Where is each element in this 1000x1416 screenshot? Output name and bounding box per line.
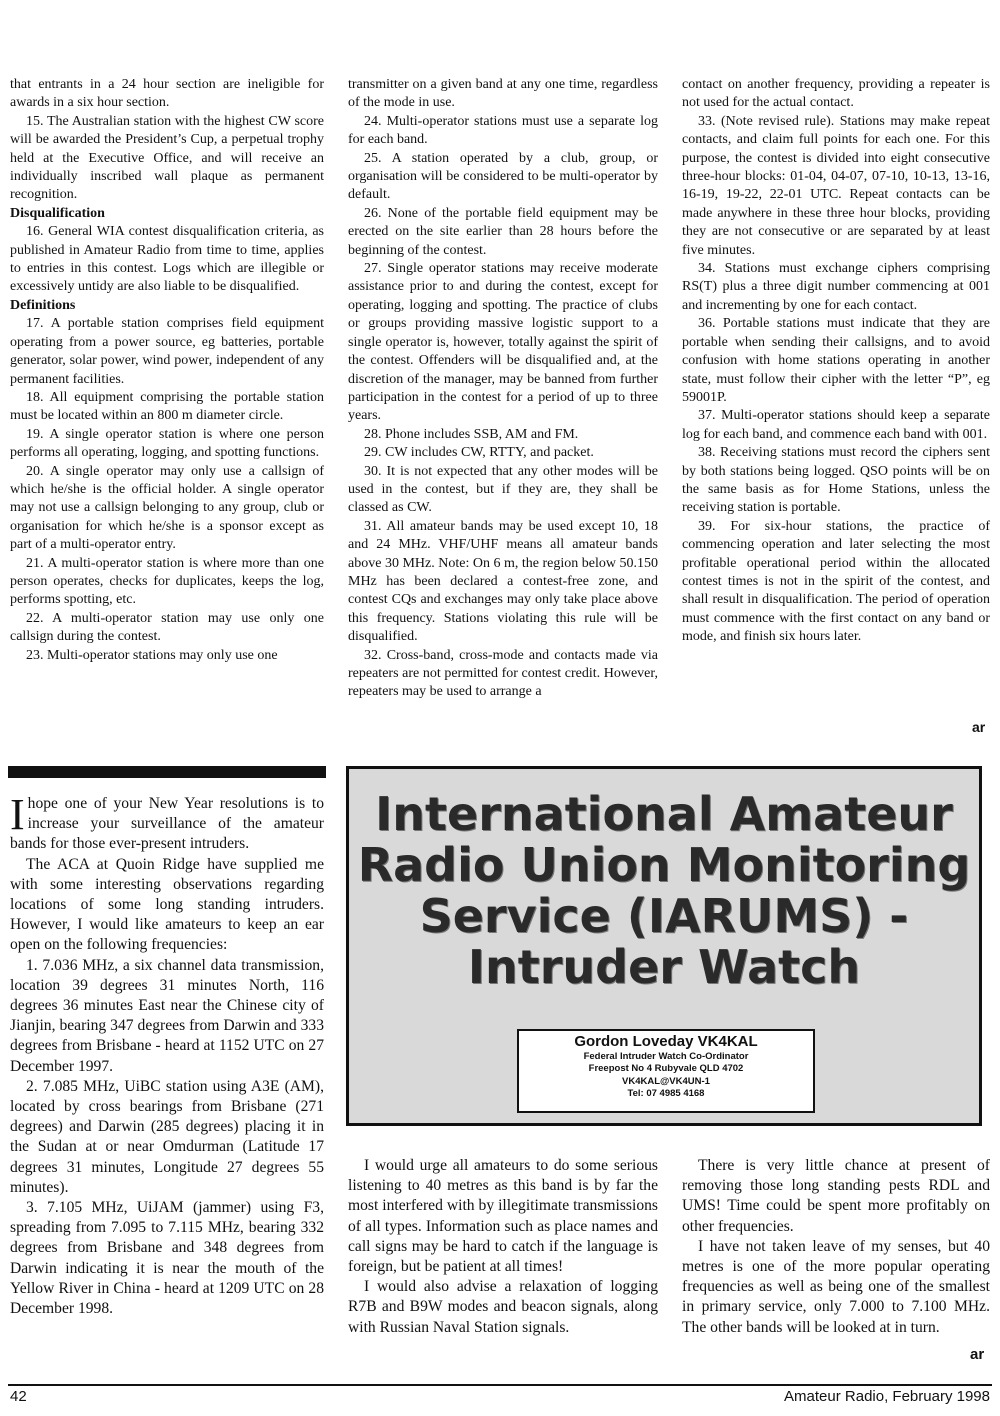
drop-cap: I bbox=[10, 790, 25, 839]
intruder-watch-header-box bbox=[346, 766, 982, 1126]
paragraph: 38. Receiving stations must record the ciphers sent by both stations being logged. QSO points will be on the same basis as for Home Stations, unless the receiving station is portable. bbox=[682, 445, 990, 516]
intruder-watch-title bbox=[349, 789, 979, 993]
footer-rule bbox=[8, 1384, 992, 1386]
contact-name: Gordon Loveday VK4KAL bbox=[574, 1033, 758, 1050]
contact-address: Freepost No 4 Rubyvale QLD 4702 bbox=[588, 1063, 744, 1075]
paragraph: contact on another frequency, providing a repeater is not used for the actual contact. bbox=[682, 77, 990, 111]
title-line: Radio Union Monitoring bbox=[357, 838, 971, 892]
contact-phone: Tel: 07 4985 4168 bbox=[627, 1088, 705, 1100]
lower-column-1 bbox=[10, 790, 324, 1319]
paragraph: 1. 7.036 MHz, a six channel data transmission, location 39 degrees 31 minutes North, 116 degrees 36 minutes East near the Chinese city of Jianjin, bearing 347 degrees from Darwin and 333 degrees from Brisbane - heard at 1152 UTC on 27 December 1997. bbox=[10, 956, 324, 1075]
paragraph: hope one of your New Year resolutions is to increase your surveillance of the amateur bands for those ever-present intruders. bbox=[10, 795, 324, 853]
paragraph: 34. Stations must exchange ciphers comprising RS(T) plus a three digit number commencing at 001 and incrementing by one for each contact. bbox=[682, 261, 990, 313]
section-rule bbox=[8, 766, 326, 778]
paragraph: 26. None of the portable field equipment may be erected on the site earlier than 28 hours before the beginning of the contest. bbox=[348, 205, 658, 258]
paragraph: The ACA at Quoin Ridge have supplied me with some interesting observations regarding locations of some long standing intruders. However, I would like amateurs to keep an ear open on the following frequencies: bbox=[10, 855, 324, 954]
upper-end-mark: ar bbox=[972, 719, 986, 735]
paragraph: I would also advise a relaxation of logging R7B and B9W modes and beacon signals, along with Russian Naval Station signals. bbox=[348, 1278, 658, 1336]
paragraph: 15. The Australian station with the highest CW score will be awarded the President’s Cup, a perpetual trophy held at the Executive Office, and will receive an individually inscribed wall plaque as permanent recognition. bbox=[10, 113, 324, 203]
section-heading: Definitions bbox=[10, 297, 76, 313]
paragraph: 28. Phone includes SSB, AM and FM. bbox=[364, 426, 579, 442]
paragraph: 19. A single operator station is where one person performs all operating, logging, and spotting functions. bbox=[10, 426, 324, 461]
paragraph: 25. A station operated by a club, group, or organisation will be considered to be multi-operator by default. bbox=[348, 150, 658, 203]
publication-line: Amateur Radio, February 1998 bbox=[784, 1388, 990, 1405]
paragraph: 39. For six-hour stations, the practice of commencing operation and later selecting the most profitable operational period within the allocated contest times is not in the spirit of the contest, and shall result in disqualification. The period of operation must commence with the first contact on any band or mode, and finish six hours later. bbox=[682, 518, 990, 645]
title-line: Service (IARUMS) - bbox=[419, 889, 909, 943]
paragraph: There is very little chance at present of removing those long standing pests RDL and UMS! Time could be spent more profitably on other frequencies. bbox=[682, 1157, 990, 1235]
contact-box bbox=[517, 1029, 815, 1113]
lower-column-3 bbox=[682, 1156, 990, 1338]
paragraph: 27. Single operator stations may receive moderate assistance prior to and during the contest, except for operating, logging and spotting. The practice of clubs or groups providing massive logistic support to a single operator is, however, totally against the spirit of the contest. Offenders will be disqualified and, at the discretion of the manager, may be banned from further participation in the contest for a period of up to three years. bbox=[348, 261, 658, 424]
paragraph: I would urge all amateurs to do some serious listening to 40 metres as this band is by far the most interfered with by illegitimate transmissions of all types. Information such as place names and call signs may be hard to catch if the language is foreign, but be patient at all times! bbox=[348, 1157, 658, 1276]
upper-column-2 bbox=[348, 76, 658, 702]
paragraph: 36. Portable stations must indicate that they are portable when sending their callsigns, and to avoid confusion with home stations operating in another state, must follow their cipher with the letter “P”, eg 59001P. bbox=[682, 316, 990, 405]
upper-column-3 bbox=[682, 76, 990, 647]
paragraph: 16. General WIA contest disqualification criteria, as published in Amateur Radio from time to time, applies to entries in this contest. Logs which are illegible or excessively untidy are also liable to be disqualified. bbox=[10, 224, 324, 295]
paragraph: 32. Cross-band, cross-mode and contacts made via repeaters are not permitted for contest credit. However, repeaters may be used to arrange a bbox=[348, 647, 658, 700]
title-line: International Amateur bbox=[375, 787, 953, 841]
page-number: 42 bbox=[10, 1388, 27, 1405]
paragraph: 2. 7.085 MHz, UiBC station using A3E (AM), located by cross bearings from Brisbane (271 degrees) and Darwin (285 degrees) placing it in the Sudan at or near Omdurman (Latitude 17 degrees 31 minutes, Longitude 27 degrees 55 minutes). bbox=[10, 1077, 324, 1196]
paragraph: 29. CW includes CW, RTTY, and packet. bbox=[364, 445, 594, 461]
upper-column-1 bbox=[10, 76, 324, 665]
paragraph: 21. A multi-operator station is where more than one person operates, checks for duplicates, keeps the log, performs spotting, etc. bbox=[10, 555, 324, 608]
paragraph: 23. Multi-operator stations may only use one bbox=[26, 647, 278, 663]
contact-packet: VK4KAL@VK4UN-1 bbox=[622, 1075, 710, 1087]
paragraph: 17. A portable station comprises field equipment operating from a power source, eg batteries, portable generator, solar power, wind power, independent of any permanent facilities. bbox=[10, 316, 324, 387]
paragraph: 22. A multi-operator station may use only one callsign during the contest. bbox=[10, 610, 324, 645]
lower-column-2 bbox=[348, 1156, 658, 1338]
paragraph: 30. It is not expected that any other modes will be used in the contest, but if they are, they shall be classed as CW. bbox=[348, 463, 658, 516]
paragraph: 18. All equipment comprising the portable station must be located within an 800 m diameter circle. bbox=[10, 389, 324, 424]
paragraph: 37. Multi-operator stations should keep a separate log for each band, and commence each band with 001. bbox=[682, 408, 990, 442]
paragraph: transmitter on a given band at any one time, regardless of the mode in use. bbox=[348, 77, 658, 111]
contact-role: Federal Intruder Watch Co-Ordinator bbox=[583, 1051, 749, 1062]
paragraph: I have not taken leave of my senses, but 40 metres is one of the more popular operating frequencies as well as being one of the smallest in primary service, only 7.000 to 7.100 MHz. The other bands will be looked at in turn. bbox=[682, 1237, 990, 1336]
title-line: Intruder Watch bbox=[467, 940, 861, 994]
paragraph: 33. (Note revised rule). Stations may make repeat contacts, and claim full points for each one. For this purpose, the contest is divided into eight consecutive three-hour blocks: 01-04, 04-07, 07-10, 10-13, 13-16, 16-19, 19-22, 22-01 UTC. Repeat contacts can be made anywhere in these three hour blocks, providing they are not consecutive or are separated by at least five minutes. bbox=[682, 113, 990, 258]
lower-end-mark: ar bbox=[970, 1346, 985, 1363]
paragraph: 20. A single operator may only use a callsign of which he/she is the official holder. A single operator may not use a callsign belonging to any group, club or organisation for which he/she is a sponsor except as part of a multi-operator entry. bbox=[10, 463, 324, 553]
section-heading: Disqualification bbox=[10, 205, 105, 221]
paragraph: 3. 7.105 MHz, UiJAM (jammer) using F3, spreading from 7.095 to 7.115 MHz, bearing 332 degrees from Brisbane and 348 degrees from Darwin indicating it is near the mouth of the Yellow River in China - heard at 1209 UTC on 28 December 1998. bbox=[10, 1199, 324, 1318]
paragraph: 24. Multi-operator stations must use a separate log for each band. bbox=[348, 113, 658, 148]
paragraph: that entrants in a 24 hour section are ineligible for awards in a six hour section. bbox=[10, 77, 324, 111]
paragraph: 31. All amateur bands may be used except 10, 18 and 24 MHz. VHF/UHF means all amateur bands above 30 MHz. Note: On 6 m, the region below 50.150 MHz has been declared a contest-free zone, and contest CQs and exchanges may only take place above this frequency. Stations violating this rule will be disqualified. bbox=[348, 518, 658, 645]
